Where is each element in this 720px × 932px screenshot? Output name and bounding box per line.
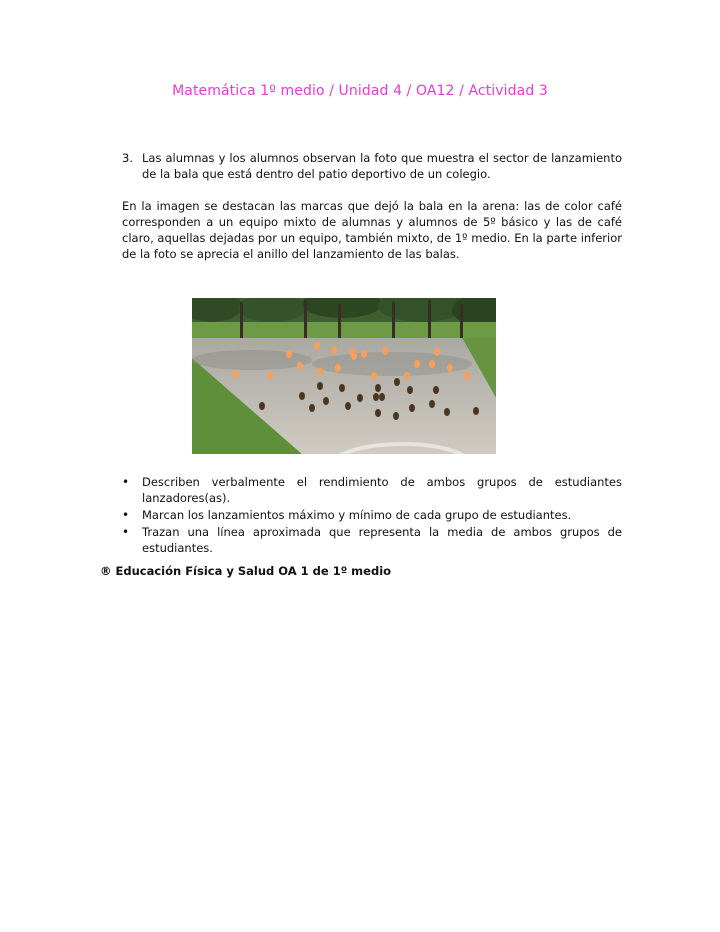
bullet-icon: • xyxy=(122,525,130,539)
description-paragraph: En la imagen se destacan las marcas que dejó la bala en la arena: las de color café corresponden a un equipo mixto de alumnas y alumnos de 5º básico y las de café claro, aquellas dejadas por un equipo, también mixto, de 1º medio. En la parte inferior de la foto se aprecia el anillo del lanzamiento de las balas. xyxy=(122,199,622,261)
activity-item-3 xyxy=(122,150,622,182)
item-text: Las alumnas y los alumnos observan la foto que muestra el sector de lanzamiento de la bala que está dentro del patio deportivo de un colegio. xyxy=(142,151,622,181)
page-title: Matemática 1º medio / Unidad 4 / OA12 / Actividad 3 xyxy=(172,83,548,99)
list-item: • Marcan los lanzamientos máximo y mínimo de cada grupo de estudiantes. xyxy=(122,508,572,522)
list-item: • Describen verbalmente el rendimiento de ambos grupos de estudiantes lanzadores(as). xyxy=(122,475,622,505)
footer-note: ® Educación Física y Salud OA 1 de 1º medio xyxy=(100,564,392,578)
item-number: 3. xyxy=(122,151,133,165)
bullet-icon: • xyxy=(122,508,130,522)
task-list xyxy=(122,474,622,557)
list-item: • Trazan una línea aproximada que representa la media de ambos grupos de estudiantes. xyxy=(122,525,622,555)
bullet-icon: • xyxy=(122,475,130,489)
shot-put-photo xyxy=(192,298,496,454)
